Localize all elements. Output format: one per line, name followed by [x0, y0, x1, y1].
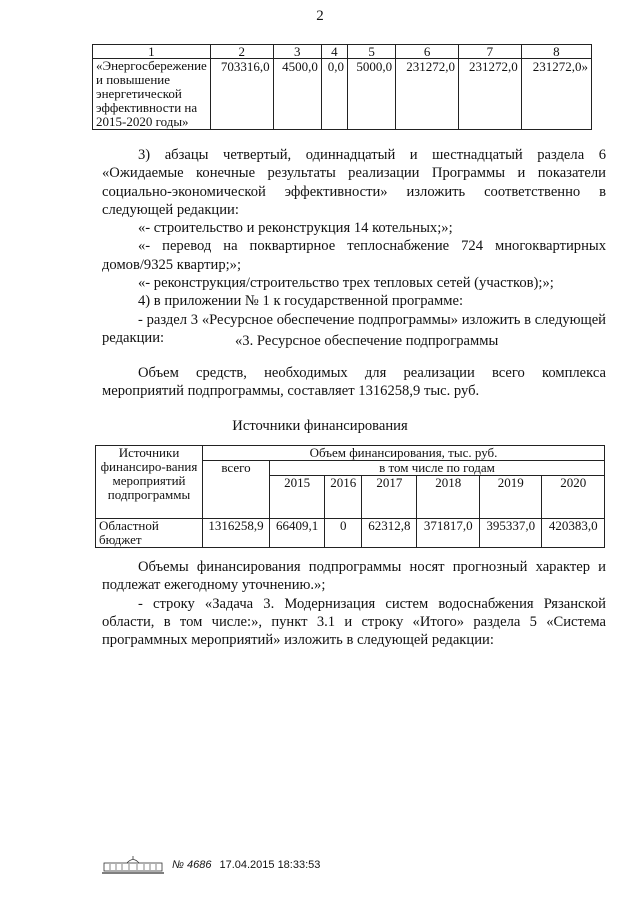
page-number: 2	[316, 8, 324, 24]
column-header: 7	[458, 45, 521, 59]
table-header-row	[96, 446, 605, 461]
table-cell: 395337,0	[479, 519, 542, 548]
paragraph: Объем средств, необходимых для реализации всего комплекса мероприятий подпрограммы, составляет 1316258,9 тыс. руб.	[102, 365, 606, 400]
sources-title: Источники финансирования	[232, 418, 408, 434]
table-cell: 5000,0	[348, 59, 396, 130]
table-cell: 231272,0	[396, 59, 459, 130]
table-cell: 420383,0	[542, 519, 605, 548]
year-header: 2020	[542, 476, 605, 519]
government-building-logo	[102, 855, 164, 875]
table-cell: 703316,0	[210, 59, 273, 130]
year-header: 2015	[270, 476, 325, 519]
column-header: 3	[273, 45, 321, 59]
text-block-2	[102, 364, 606, 401]
table-cell: 371817,0	[417, 519, 480, 548]
paragraph: 3) абзацы четвертый, одиннадцатый и шестнадцатый раздела 6 «Ожидаемые конечные результаты реализации Программы и показатели социально-экономической эффективности» изложить соответственно в следующей редакции:	[102, 147, 606, 218]
table-cell: 1316258,9	[203, 519, 270, 548]
table-cell: 66409,1	[270, 519, 325, 548]
document-number: № 4686	[172, 859, 212, 871]
column-header: 4	[321, 45, 347, 59]
section-title: «3. Ресурсное обеспечение подпрограммы	[235, 333, 499, 349]
paragraph: - строку «Задача 3. Модернизация систем водоснабжения Рязанской области, в том числе:», пункт 3.1 и строку «Итого» раздела 5 «Система программных мероприятий» изложить в следующей редакции:	[102, 595, 606, 649]
table-cell: 0,0	[321, 59, 347, 130]
program-table	[92, 44, 592, 130]
table-cell: 4500,0	[273, 59, 321, 130]
column-header: 8	[521, 45, 591, 59]
table-cell: 231272,0»	[521, 59, 591, 130]
table-row	[96, 519, 605, 548]
year-header: 2019	[479, 476, 542, 519]
column-header: 2	[210, 45, 273, 59]
by-years-header: в том числе по годам	[270, 461, 605, 476]
text-block-1	[102, 146, 606, 347]
column-header: 5	[348, 45, 396, 59]
year-header: 2016	[325, 476, 362, 519]
financing-table	[95, 445, 605, 548]
paragraph: 4) в приложении № 1 к государственной программе:	[138, 293, 464, 310]
table-cell: 231272,0	[458, 59, 521, 130]
column-header: 1	[93, 45, 211, 59]
paragraph: «- реконструкция/строительство трех тепловых сетей (участков);»;	[138, 275, 554, 292]
year-header: 2018	[417, 476, 480, 519]
document-stamp	[102, 855, 320, 875]
paragraph: «- строительство и реконструкция 14 котельных;»;	[138, 220, 453, 237]
table-cell: 62312,8	[362, 519, 417, 548]
source-name-cell: Областной бюджет	[96, 519, 203, 548]
text-block-3	[102, 558, 606, 649]
paragraph: - раздел 3 «Ресурсное обеспечение подпрограммы» изложить в следующей редакции:	[102, 311, 606, 346]
table-cell: 0	[325, 519, 362, 548]
column-header: 6	[396, 45, 459, 59]
paragraph: «- перевод на поквартирное теплоснабжение 724 многоквартирных домов/9325 квартир;»;	[102, 238, 606, 273]
table-row	[93, 59, 592, 130]
volume-header: Объем финансирования, тыс. руб.	[203, 446, 605, 461]
program-name-cell: «Энергосбережение и повышение энергетической эффективности на 2015-2020 годы»	[93, 59, 211, 130]
total-header: всего	[203, 461, 270, 519]
paragraph: Объемы финансирования подпрограммы носят прогнозный характер и подлежат ежегодному уточнению.»;	[102, 559, 606, 594]
document-datetime: 17.04.2015 18:33:53	[219, 859, 321, 871]
sources-header: Источники финансиро-вания мероприятий подпрограммы	[96, 446, 203, 519]
year-header: 2017	[362, 476, 417, 519]
table-header-row	[93, 45, 592, 59]
